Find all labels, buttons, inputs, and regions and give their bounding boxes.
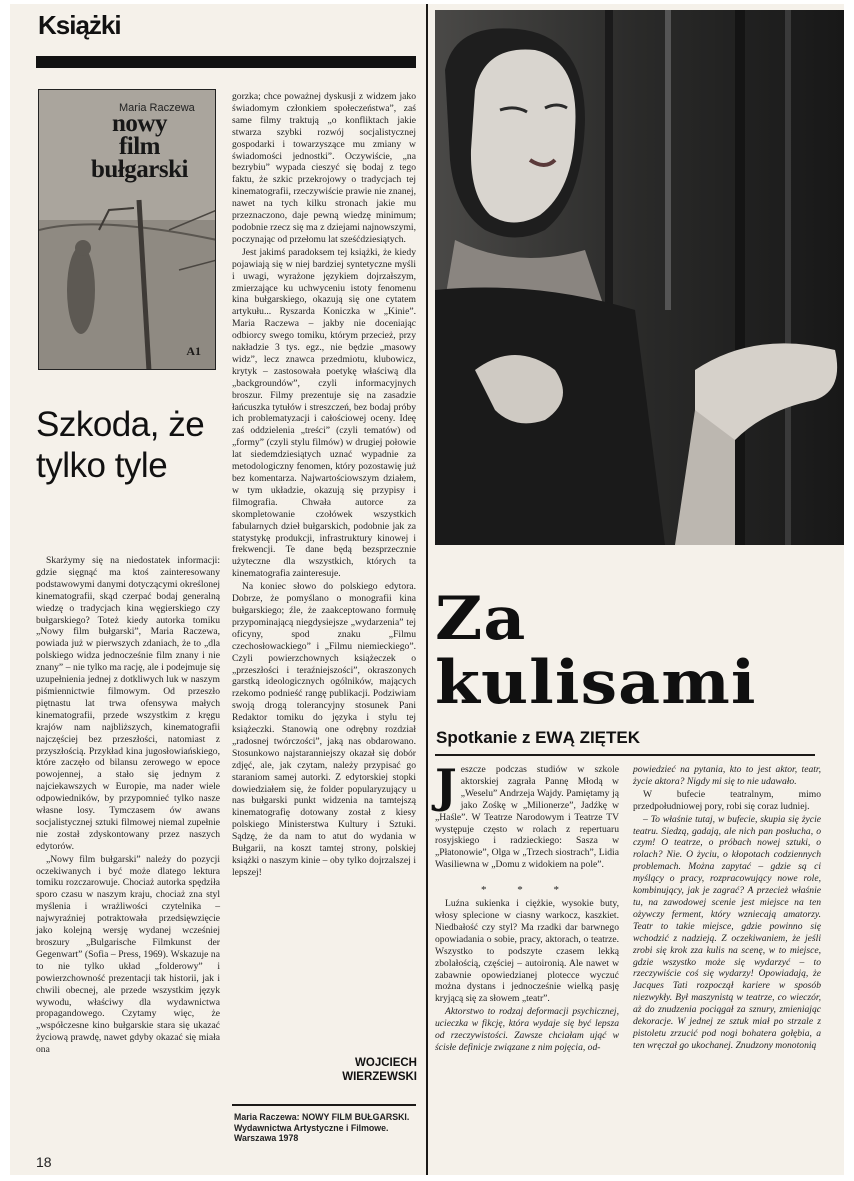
page-number: 18	[36, 1154, 52, 1170]
book-caption: Maria Raczewa: NOWY FILM BUŁGARSKI. Wydawnictwa Artystyczne i Filmowe. Warszawa 1978	[234, 1112, 410, 1144]
interview-paragraph: Aktorstwo to rodzaj deformacji psychicznej, ucieczka w fikcję, która wydaje się być lepsza od rzeczywistości. Zawsze chciałam ująć w ścisłe definicje związane z nim pojęcia, od-	[435, 1006, 619, 1053]
interview-lead-text: eszcze podczas studiów w szkole aktorskiej zagrała Pannę Młodą w „Weselu” Andrzeja Wajdy. Pamiętamy ją jako Zośkę w „Milionerze”, Jadźkę w „Haśle”. W Teatrze Narodowym i Teatrze TV występuje często w rolach z repertuaru rosyjskiego i radzieckiego: Sasza w „Płatonowie”, Olga w „Trzech siostrach”, Lidia Wasiliewna w „Domu z widokiem na pole”.	[435, 764, 619, 871]
interview-headline-line: Za	[435, 584, 527, 654]
column-divider	[426, 4, 428, 1175]
interview-headline	[435, 584, 844, 718]
book-cover-title-line: nowy	[111, 110, 167, 137]
section-separator: * * *	[481, 884, 573, 897]
interview-column-1	[435, 759, 619, 1055]
review-paragraph: gorzka; chce poważnej dyskusji z widzem jako świadomym członkiem społeczeństwa”, zaś same filmy traktują „o konfliktach jakie stwarza szybki rozwój socjalistycznej gospodarki i towarzyszące mu zmiany w świadomości jednostki”. Oczywiście, „na bezrybiu” wypada cieszyć się bodaj z tego faktu, że szkic przekrojowy o tradycjach tej kinematografii, rzeczywiście prawie nie znanej, nawet na tych kilku stronach jakie mu przeznaczono, daje pewną wiedzę minimum; podobnie rzecz się ma z dziejami najnowszymi, poczynając od przełomu lat sześćdziesiątych.	[232, 91, 416, 245]
review-paragraph: Jest jakimś paradoksem tej książki, że kiedy pojawiają się w niej bardziej syntetyczne myśli i uwagi, wyrażone językiem dojrzałszym, zmierzające ku uchwyceniu istoty fenomenu kina bułgarskiego, okazują się one cytatem artykułu... Ryszarda Koniczka w „Kinie”. Maria Raczewa – jakby nie doceniając odbiorcy swego tomiku, którym przecież, przy nakładzie 3 tys. egz., nie będzie „masowy widz”, lecz znawca przedmiotu, klubowicz, krytyk – zastosowała poetykę właściwą dla „backgroundów”, czyli informacyjnych broszur. Filmy prezentuje się na zasadzie łańcuszka tytułów i streszczeń, bez bodaj próby ich problematyzacji i całościowej oceny. Ideę zaś oddzielenia „treści” (czyli tematów) od „formy” (czyli stylu filmów) w drugiej połowie lat siedemdziesiątych uznać wypadnie za metodologiczny fenomen, który pozostawię już bez komentarza. Najwartościowszym działem, w tym układzie, okazują się przypisy i filmografia. Chwała autorce za skompletowanie czołówek wszystkich fabularnych dzieł bułgarskich, podobnie jak za statystykę produkcji, infrastruktury kinowej i frekwencji. Te dane będą bezsprzecznie użyteczne dla wszystkich, których ta kinematografia zainteresuje.	[232, 246, 416, 580]
review-paragraph: Na koniec słowo do polskiego edytora. Dobrze, że pomyślano o monografii kina bułgarskiego; źle, że zaakceptowano formułę przypominającą niegdysiejsze „wydarzenia” tej oficyny, spod znaku „Filmu czechosłowackiego” i „Filmu niemieckiego”. Czyli powierzchownych książeczek o „przeszłości i teraźniejszości”, okraszonych garstką ideologicznych ogólników, mających rzekomo podnieść rangę publikacji. Podziwiam swoją drogą tolerancyjny stosunek Pani Redaktor tomiku do języka i stylu tej książeczki. Stanowią one odrębny rozdział „radosnej twórczości”, jaką nas obdarowano. Stosunkowo najstaranniejszy okazał się dobór zdjęć, ale, jak czytam, należy przypisać go staraniom samej autorki. Z edytorskiej stopki dowiedziałem się, że folder popularyzujący u nas bułgarski punkt widzenia na tamtejszą kinematografię dotowany został z kiesy polskiego Ministerstwa Kultury i Sztuki. Sądzę, że da nam to atut do wydania w Bułgarii, na koszt tamtej strony, polskiej książki o naszym kinie – oby tylko dojrzalszej i lepszej!	[232, 581, 416, 878]
review-byline	[280, 1056, 417, 1084]
actress-photo-illustration	[435, 10, 844, 545]
book-cover-title-line: film	[118, 133, 160, 160]
section-bar	[36, 56, 416, 68]
interview-lead	[435, 759, 619, 871]
magazine-page	[10, 4, 844, 1175]
interview-paragraph: W bufecie teatralnym, mimo przedpołudniowej pory, robi się coraz ludniej.	[633, 788, 821, 812]
byline-first-name: WOJCIECH	[355, 1057, 417, 1069]
interview-paragraph: – To właśnie tutaj, w bufecie, skupia się życie teatru. Siedzą, gadają, ale nich pan posłucha, o czym! O teatrze, o próbach nowej sztuki, o rolach? Nie. O życiu, o kłopotach codziennych problemach. Można zapytać – gdzie są ci myślący o pracy, rozpracowujący nowe role, kombinujący, jak je zagrać? A przecież właśnie tu, na zawodowej scenie jest miejsce na ten ożywczy ferment, który wzniecają amatorzy. Teatr to takie miejsce, gdzie powinno się wchodzić z nadzieją. Z oczekiwaniem, że jeśli zrobi się krok zza kulis na scenę, w to miejsce, gdzie wszystko może się wydarzyć – to rzeczywiście coś się wydarzy! Opowiadają, że Jacques Tati rozpoczął kariere w sposób niezwykły. Był maszynistą w teatrze, co wieczór, aż do znudzenia pociągał za sznury, zmieniając dekoracje. W jednej ze sztuk miał po strzale z pistoletu zrzucić pod nogi bohatera gołębia, a ten wręczał go ukochanej. Znudzony monotonią	[633, 813, 821, 1051]
book-cover-image	[38, 89, 216, 370]
drop-cap: J	[435, 759, 457, 813]
section-label: Książki	[38, 10, 121, 40]
interview-headline-line: kulisami	[435, 648, 757, 718]
book-cover-title-line: bułgarski	[91, 156, 188, 183]
review-column-1	[36, 555, 220, 1057]
review-column-2	[232, 91, 416, 880]
subheading-rule	[435, 754, 815, 756]
interview-subheading: Spotkanie z EWĄ ZIĘTEK	[436, 728, 641, 747]
interview-paragraph: powiedzieć na pytania, kto to jest aktor, teatr, życie aktora? Nigdy mi się to nie udawało.	[633, 764, 821, 787]
book-cover-mark: A1	[186, 344, 201, 358]
caption-rule	[232, 1104, 416, 1106]
interview-column-2	[633, 764, 821, 1053]
review-paragraph: „Nowy film bułgarski” należy do pozycji oczekiwanych i być może dlatego lektura tomiku rozczarowuje. Chociaż autorka spędziła sporo czasu w naszym kraju, chociaż zna styl myślenia i wrażliwości czytelnika – najwyraźniej potraktowała przedsięwzięcie jako kolejną wersję wydanej wcześniej broszury „Bulgarische Filmkunst der Gegenwart” (Sofia – Press, 1969). Wskazuje na to nie tylko układ „folderowy” i powierzchowność prezentacji tak historii, jak i chwili obecnej, ale przede wszystkim język wywodu, właściwy dla wydawnictwa propagandowego. Czytamy więc, że „współczesne kino bułgarskie stara się ukazać życiową prawdę, nawet gdyby okazać się miała ona	[36, 853, 220, 1056]
byline-last-name: WIERZEWSKI	[342, 1071, 417, 1083]
interview-paragraph: Luźna sukienka i ciężkie, wysokie buty, włosy splecione w ciasny warkocz, kaszkiet. Niedbałość czy styl? Ma rzadki dar barwnego opowiadania o sobie, pracy, aktorach, o teatrze. Wszystko to podszyte czasem lekką zbolałością, częściej – autoironią. Ale nawet w zabawnie opowiedzianej plotecce wyczuć można dystans i jednocześnie wielką pasję kryjącą się za słowem „teatr”.	[435, 898, 619, 1005]
book-cover-author: Maria Raczewa	[119, 102, 195, 114]
book-review-headline: Szkoda, że tylko tyle	[36, 405, 205, 485]
actress-photo	[435, 10, 844, 545]
review-paragraph: Skarżymy się na niedostatek informacji: gdzie sięgnąć ma ktoś zainteresowany podstawowymi danymi dotyczącymi określonej kinematografii, skąd czerpać bodaj generalną wiedzę o tradycjach kina węgierskiego czy bułgarskiego? Toteż kiedy autorka tomiku „Nowy film bułgarski”, Maria Raczewa, powiada już w pierwszych zdaniach, że to „dla polskiego widza jednocześnie film znany i nie znany” – nie tylko ma rację, ale i podejmuje się uzupełnienia jednej z dotkliwych luk w naszym piśmiennictwie filmowym. Od przeszło piętnastu lat trwa ofensywa małych kinematografii, przede wszystkim z kręgu krajów nam najbliższych, kinematografii najczęściej bez przeszłości, natomiast z przyszłością. Przykład kina jugosłowiańskiego, które zaczęło od bilansu zerowego w epoce powojennej, a stało się jednym z najciekawszych w Europie, ma nader wiele odpowiedników, by przypomnieć tylko nasze własne losy. Tymczasem ów awans socjalistycznej sztuki filmowej niemal zupełnie nie został zdyskontowany przez naszych edytorów.	[36, 555, 220, 852]
book-cover-title	[91, 112, 188, 181]
